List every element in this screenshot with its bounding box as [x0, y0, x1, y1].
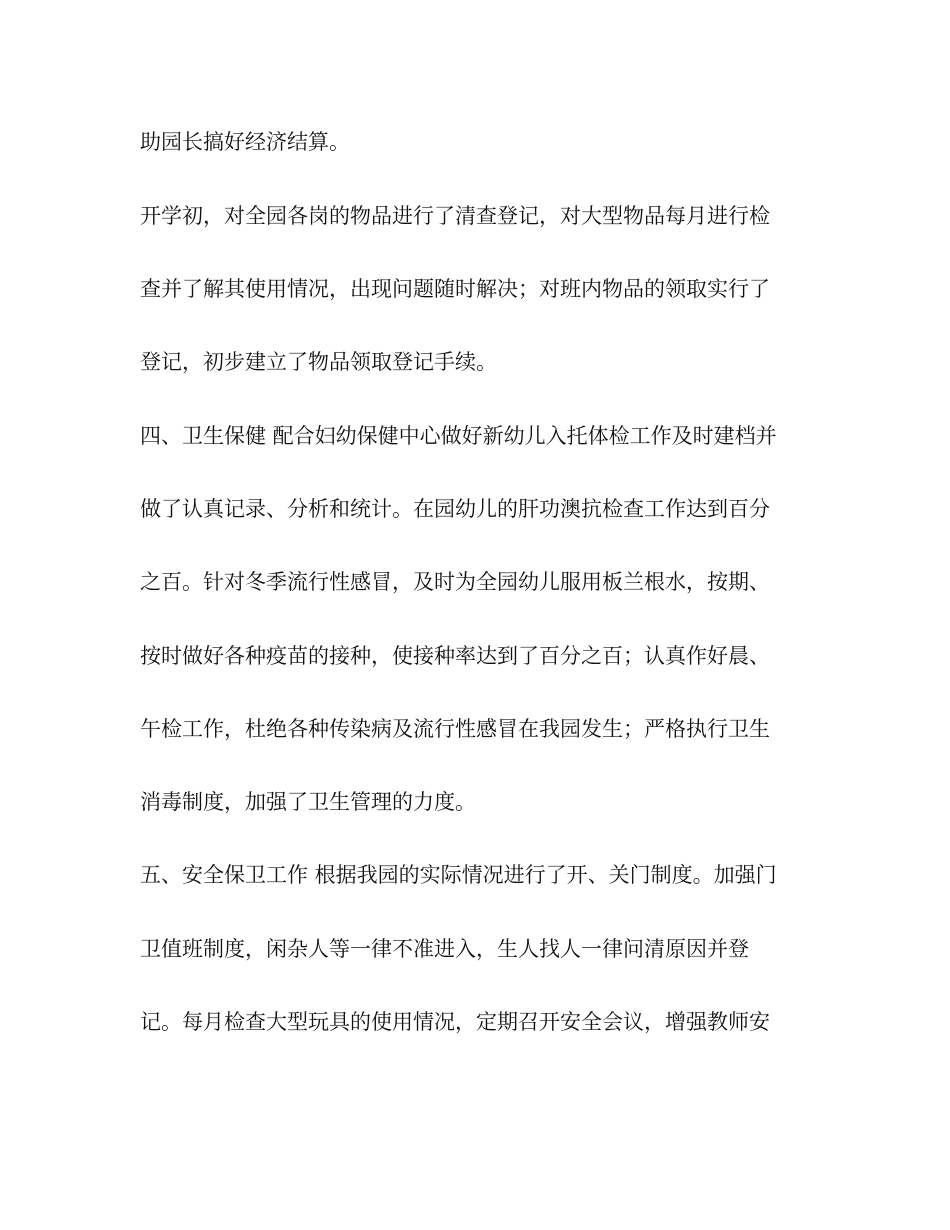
- text-line: 做了认真记录、分析和统计。在园幼儿的肝功澳抗检查工作达到百分: [140, 497, 770, 521]
- text-line: 消毒制度，加强了卫生管理的力度。: [140, 790, 476, 814]
- text-line: 开学初，对全园各岗的物品进行了清查登记，对大型物品每月进行检: [140, 204, 770, 228]
- text-line: 助园长搞好经济结算。: [140, 130, 350, 154]
- text-line: 登记，初步建立了物品领取登记手续。: [140, 350, 497, 374]
- text-line: 四、卫生保健 配合妇幼保健中心做好新幼儿入托体检工作及时建档并: [140, 424, 777, 448]
- text-line: 之百。针对冬季流行性感冒，及时为全园幼儿服用板兰根水，按期、: [140, 570, 770, 594]
- text-line: 五、安全保卫工作 根据我园的实际情况进行了开、关门制度。加强门: [140, 863, 777, 887]
- text-line: 卫值班制度，闲杂人等一律不准进入，生人找人一律问清原因并登: [140, 937, 749, 961]
- text-line: 午检工作，杜绝各种传染病及流行性感冒在我园发生；严格执行卫生: [140, 717, 770, 741]
- text-line: 查并了解其使用情况，出现问题随时解决；对班内物品的领取实行了: [140, 277, 770, 301]
- text-line: 按时做好各种疫苗的接种，使接种率达到了百分之百；认真作好晨、: [140, 644, 770, 668]
- text-line: 记。每月检查大型玩具的使用情况，定期召开安全会议，增强教师安: [140, 1010, 770, 1034]
